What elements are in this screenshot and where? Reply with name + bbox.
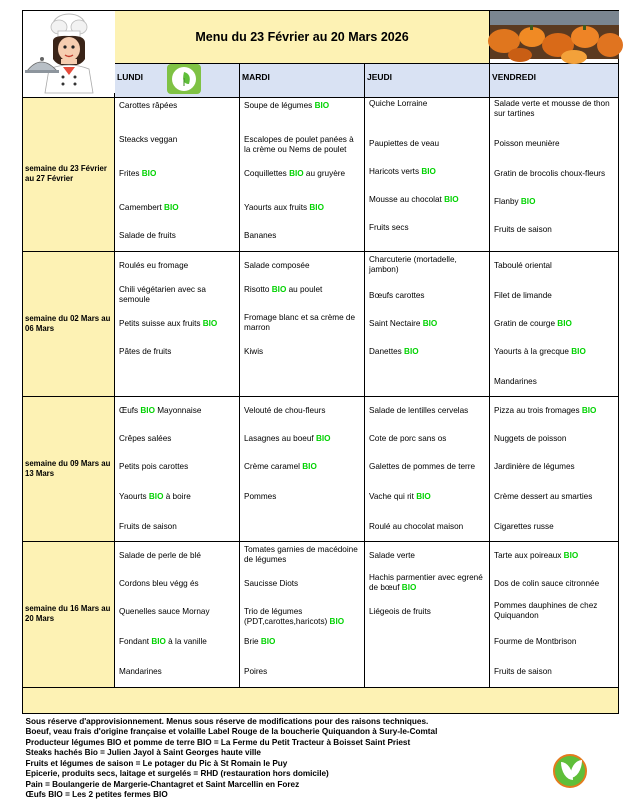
- menu-item: Salade de perle de blé: [119, 550, 201, 560]
- menu-item: Chili végétarien avec sa semoule: [119, 284, 206, 304]
- menu-item: Cigarettes russe: [494, 521, 554, 531]
- menu-item: Fruits de saison: [494, 224, 552, 234]
- menu-item: Yaourts BIO à boire: [119, 491, 191, 501]
- menu-item: Cordons bleu végg és: [119, 578, 199, 588]
- menu-item: Fruits de saison: [119, 521, 177, 531]
- menu-item: Charcuterie (mortadelle, jambon): [369, 254, 457, 274]
- week-row: [23, 251, 619, 396]
- menu-item: Pommes dauphines de chez Quiquandon: [494, 600, 598, 620]
- menu-item: Fruits de saison: [494, 666, 552, 676]
- menu-item: Roulé au chocolat maison: [369, 521, 464, 531]
- day-menu: [365, 251, 490, 396]
- bio-label: BIO: [141, 168, 157, 178]
- menu-item: Filet de limande: [494, 290, 552, 300]
- pumpkins-image-icon: [490, 11, 619, 59]
- week-label: semaine du 16 Mars au 20 Mars: [23, 541, 115, 687]
- menu-item: Hachis parmentier avec egrené de bœuf BIO: [369, 572, 483, 592]
- menu-item: Paupiettes de veau: [369, 138, 440, 148]
- day-menu: [115, 251, 240, 396]
- menu-item: Pommes: [244, 491, 277, 501]
- bio-label: BIO: [202, 318, 218, 328]
- menu-item: Mandarines: [494, 376, 537, 386]
- menu-item: Steacks veggan: [119, 134, 178, 144]
- note-line: Producteur légumes BIO et pomme de terre BIO = La Ferme du Petit Tracteur à Boisset Saint Priest: [25, 737, 411, 747]
- bio-label: BIO: [329, 617, 345, 626]
- menu-item: Pizza au trois fromages BIO: [494, 405, 597, 415]
- day-menu: [365, 396, 490, 541]
- pumpkins-photo: [490, 11, 619, 64]
- note-line: Epicerie, produits secs, laitage et surgelés = RHD (restauration hors domicile): [25, 769, 329, 778]
- menu-item: Liégeois de fruits: [369, 606, 431, 616]
- day-menu: [240, 97, 365, 251]
- bio-label: BIO: [271, 284, 287, 294]
- menu-item: Quenelles sauce Mornay: [119, 606, 210, 616]
- day-menu: [115, 396, 240, 541]
- menu-item: Mandarines: [119, 666, 162, 676]
- menu-item: Danettes BIO: [369, 346, 419, 356]
- menu-item: Trio de légumes (PDT,carottes,haricots) BIO: [244, 606, 345, 626]
- bio-label: BIO: [302, 461, 317, 471]
- menu-item: Vache qui rit BIO: [369, 491, 431, 501]
- menu-item: Risotto BIO au poulet: [244, 284, 323, 294]
- bio-label: BIO: [315, 433, 331, 443]
- menu-item: Petits pois carottes: [119, 461, 189, 471]
- menu-item: Yaourts aux fruits BIO: [244, 202, 324, 212]
- note-line: Sous réserve d'approvisionnement. Menus sous réserve de modifications pour des raisons techniques.: [25, 716, 429, 726]
- menu-item: Tomates garnies de macédoine de légumes: [244, 544, 358, 564]
- menu-item: Fondant BIO à la vanille: [119, 636, 207, 646]
- menu-item: Jardinière de légumes: [494, 461, 575, 471]
- menu-item: Nuggets de poisson: [494, 433, 567, 443]
- menu-item: Flanby BIO: [494, 196, 536, 206]
- bio-label: BIO: [571, 346, 586, 356]
- day-menu: [490, 251, 619, 396]
- menu-item: Pâtes de fruits: [119, 346, 172, 356]
- menu-item: Camembert BIO: [119, 202, 179, 212]
- week-row: [23, 541, 619, 687]
- bio-label: BIO: [401, 583, 417, 592]
- menu-item: Fourme de Montbrison: [494, 636, 577, 646]
- menu-page: [22, 10, 618, 799]
- day-header-mardi: MARDI: [240, 63, 365, 97]
- menu-item: Bananes: [244, 230, 277, 240]
- menu-item: Petits suisse aux fruits BIO: [119, 318, 218, 328]
- menu-item: Carottes râpées: [119, 100, 178, 110]
- day-menu: [240, 251, 365, 396]
- bio-label: BIO: [404, 346, 419, 356]
- menu-item: Salade verte: [369, 550, 415, 560]
- menu-item: Fromage blanc et sa crème de marron: [244, 312, 356, 332]
- menu-item: Quiche Lorraine: [369, 98, 428, 108]
- chef-illustration-icon: [23, 11, 115, 93]
- bio-label: BIO: [520, 196, 536, 206]
- bio-label: BIO: [314, 100, 330, 110]
- bio-label: BIO: [289, 168, 304, 178]
- menu-item: Yaourts à la grecque BIO: [494, 346, 586, 356]
- menu-item: Soupe de légumes BIO: [244, 100, 330, 110]
- menu-item: Velouté de chou-fleurs: [244, 405, 326, 415]
- menu-item: Poisson meunière: [494, 138, 560, 148]
- menu-item: Œufs BIO Mayonnaise: [119, 405, 202, 415]
- menu-item: Bœufs carottes: [369, 290, 425, 300]
- day-menu: [115, 97, 240, 251]
- menu-item: Saint Nectaire BIO: [369, 318, 438, 328]
- menu-item: Tarte aux poireaux BIO: [494, 550, 579, 560]
- menu-table: [22, 10, 619, 803]
- day-menu: [240, 396, 365, 541]
- bio-label: BIO: [164, 202, 179, 212]
- bio-label: BIO: [309, 202, 324, 212]
- chef-logo: [23, 11, 115, 98]
- menu-item: Fruits secs: [369, 222, 409, 232]
- menu-item: Gratin de brocolis choux-fleurs: [494, 168, 606, 178]
- menu-item: Taboulé oriental: [494, 260, 552, 270]
- menu-item: Salade verte et mousse de thon sur tartines: [494, 98, 610, 118]
- bio-label: BIO: [148, 491, 164, 501]
- eco-label-icon: [167, 64, 201, 94]
- menu-item: Frites BIO: [119, 168, 157, 178]
- note-line: Boeuf, veau frais d'origine française et volaille Label Rouge de la boucherie Quiquandon à Sury-le-Comtal: [25, 727, 438, 736]
- bio-label: BIO: [581, 405, 597, 415]
- menu-item: Kiwis: [244, 346, 264, 356]
- menu-item: Brie BIO: [244, 636, 276, 646]
- week-row: [23, 396, 619, 541]
- menu-item: Lasagnes au boeuf BIO: [244, 433, 331, 443]
- eco-label-footer-icon: [553, 754, 587, 788]
- day-menu: [115, 541, 240, 687]
- menu-item: Saucisse Diots: [244, 578, 299, 588]
- note-line: Pain = Boulangerie de Margerie-Chantagret et Saint Marcellin en Forez: [25, 779, 300, 789]
- bio-label: BIO: [563, 550, 579, 560]
- menu-item: Coquillettes BIO au gruyère: [244, 168, 346, 178]
- menu-item: Escalopes de poulet panées à la crème ou Nems de poulet: [244, 134, 354, 154]
- day-header-jeudi: JEUDI: [365, 63, 490, 97]
- day-header-vendredi: VENDREDI: [490, 63, 619, 97]
- week-label: semaine du 02 Mars au 06 Mars: [23, 251, 115, 396]
- day-menu: [490, 97, 619, 251]
- menu-item: Haricots verts BIO: [369, 166, 436, 176]
- note-line: Œufs BIO = Les 2 petites fermes BIO: [25, 790, 168, 799]
- day-menu: [490, 541, 619, 687]
- bio-label: BIO: [151, 636, 166, 646]
- menu-item: Crème dessert au smarties: [494, 491, 593, 501]
- day-menu: [240, 541, 365, 687]
- menu-item: Gratin de courge BIO: [494, 318, 572, 328]
- menu-item: Poires: [244, 666, 268, 676]
- week-label: semaine du 23 Février au 27 Février: [23, 97, 115, 251]
- menu-item: Cote de porc sans os: [369, 433, 447, 443]
- menu-item: Salade de fruits: [119, 230, 176, 240]
- week-label: semaine du 09 Mars au 13 Mars: [23, 396, 115, 541]
- menu-item: Crêpes salées: [119, 433, 172, 443]
- menu-item: Salade composée: [244, 260, 310, 270]
- bio-label: BIO: [557, 318, 572, 328]
- day-header-lundi: LUNDI: [115, 63, 240, 97]
- menu-item: Roulés eu fromage: [119, 260, 189, 270]
- week-row: [23, 97, 619, 251]
- bio-label: BIO: [444, 194, 459, 204]
- page-title: Menu du 23 Février au 20 Mars 2026: [115, 11, 490, 64]
- menu-item: Crème caramel BIO: [244, 461, 317, 471]
- bio-label: BIO: [260, 636, 276, 646]
- note-line: Steaks hachés Bio = Julien Jayol à Saint Georges haute ville: [25, 748, 261, 757]
- day-menu: [365, 541, 490, 687]
- bio-label: BIO: [422, 318, 438, 328]
- footer-bar: [23, 687, 619, 713]
- menu-item: Mousse au chocolat BIO: [369, 194, 459, 204]
- bio-label: BIO: [140, 405, 155, 415]
- day-menu: [365, 97, 490, 251]
- note-line: Fruits et légumes de saison = Le potager du Pic à St Romain le Puy: [25, 758, 288, 768]
- day-menu: [490, 396, 619, 541]
- menu-item: Salade de lentilles cervelas: [369, 405, 469, 415]
- menu-item: Dos de colin sauce citronnée: [494, 578, 600, 588]
- menu-item: Galettes de pommes de terre: [369, 461, 476, 471]
- bio-label: BIO: [416, 491, 431, 501]
- notes-section: [23, 713, 619, 803]
- bio-label: BIO: [421, 166, 436, 176]
